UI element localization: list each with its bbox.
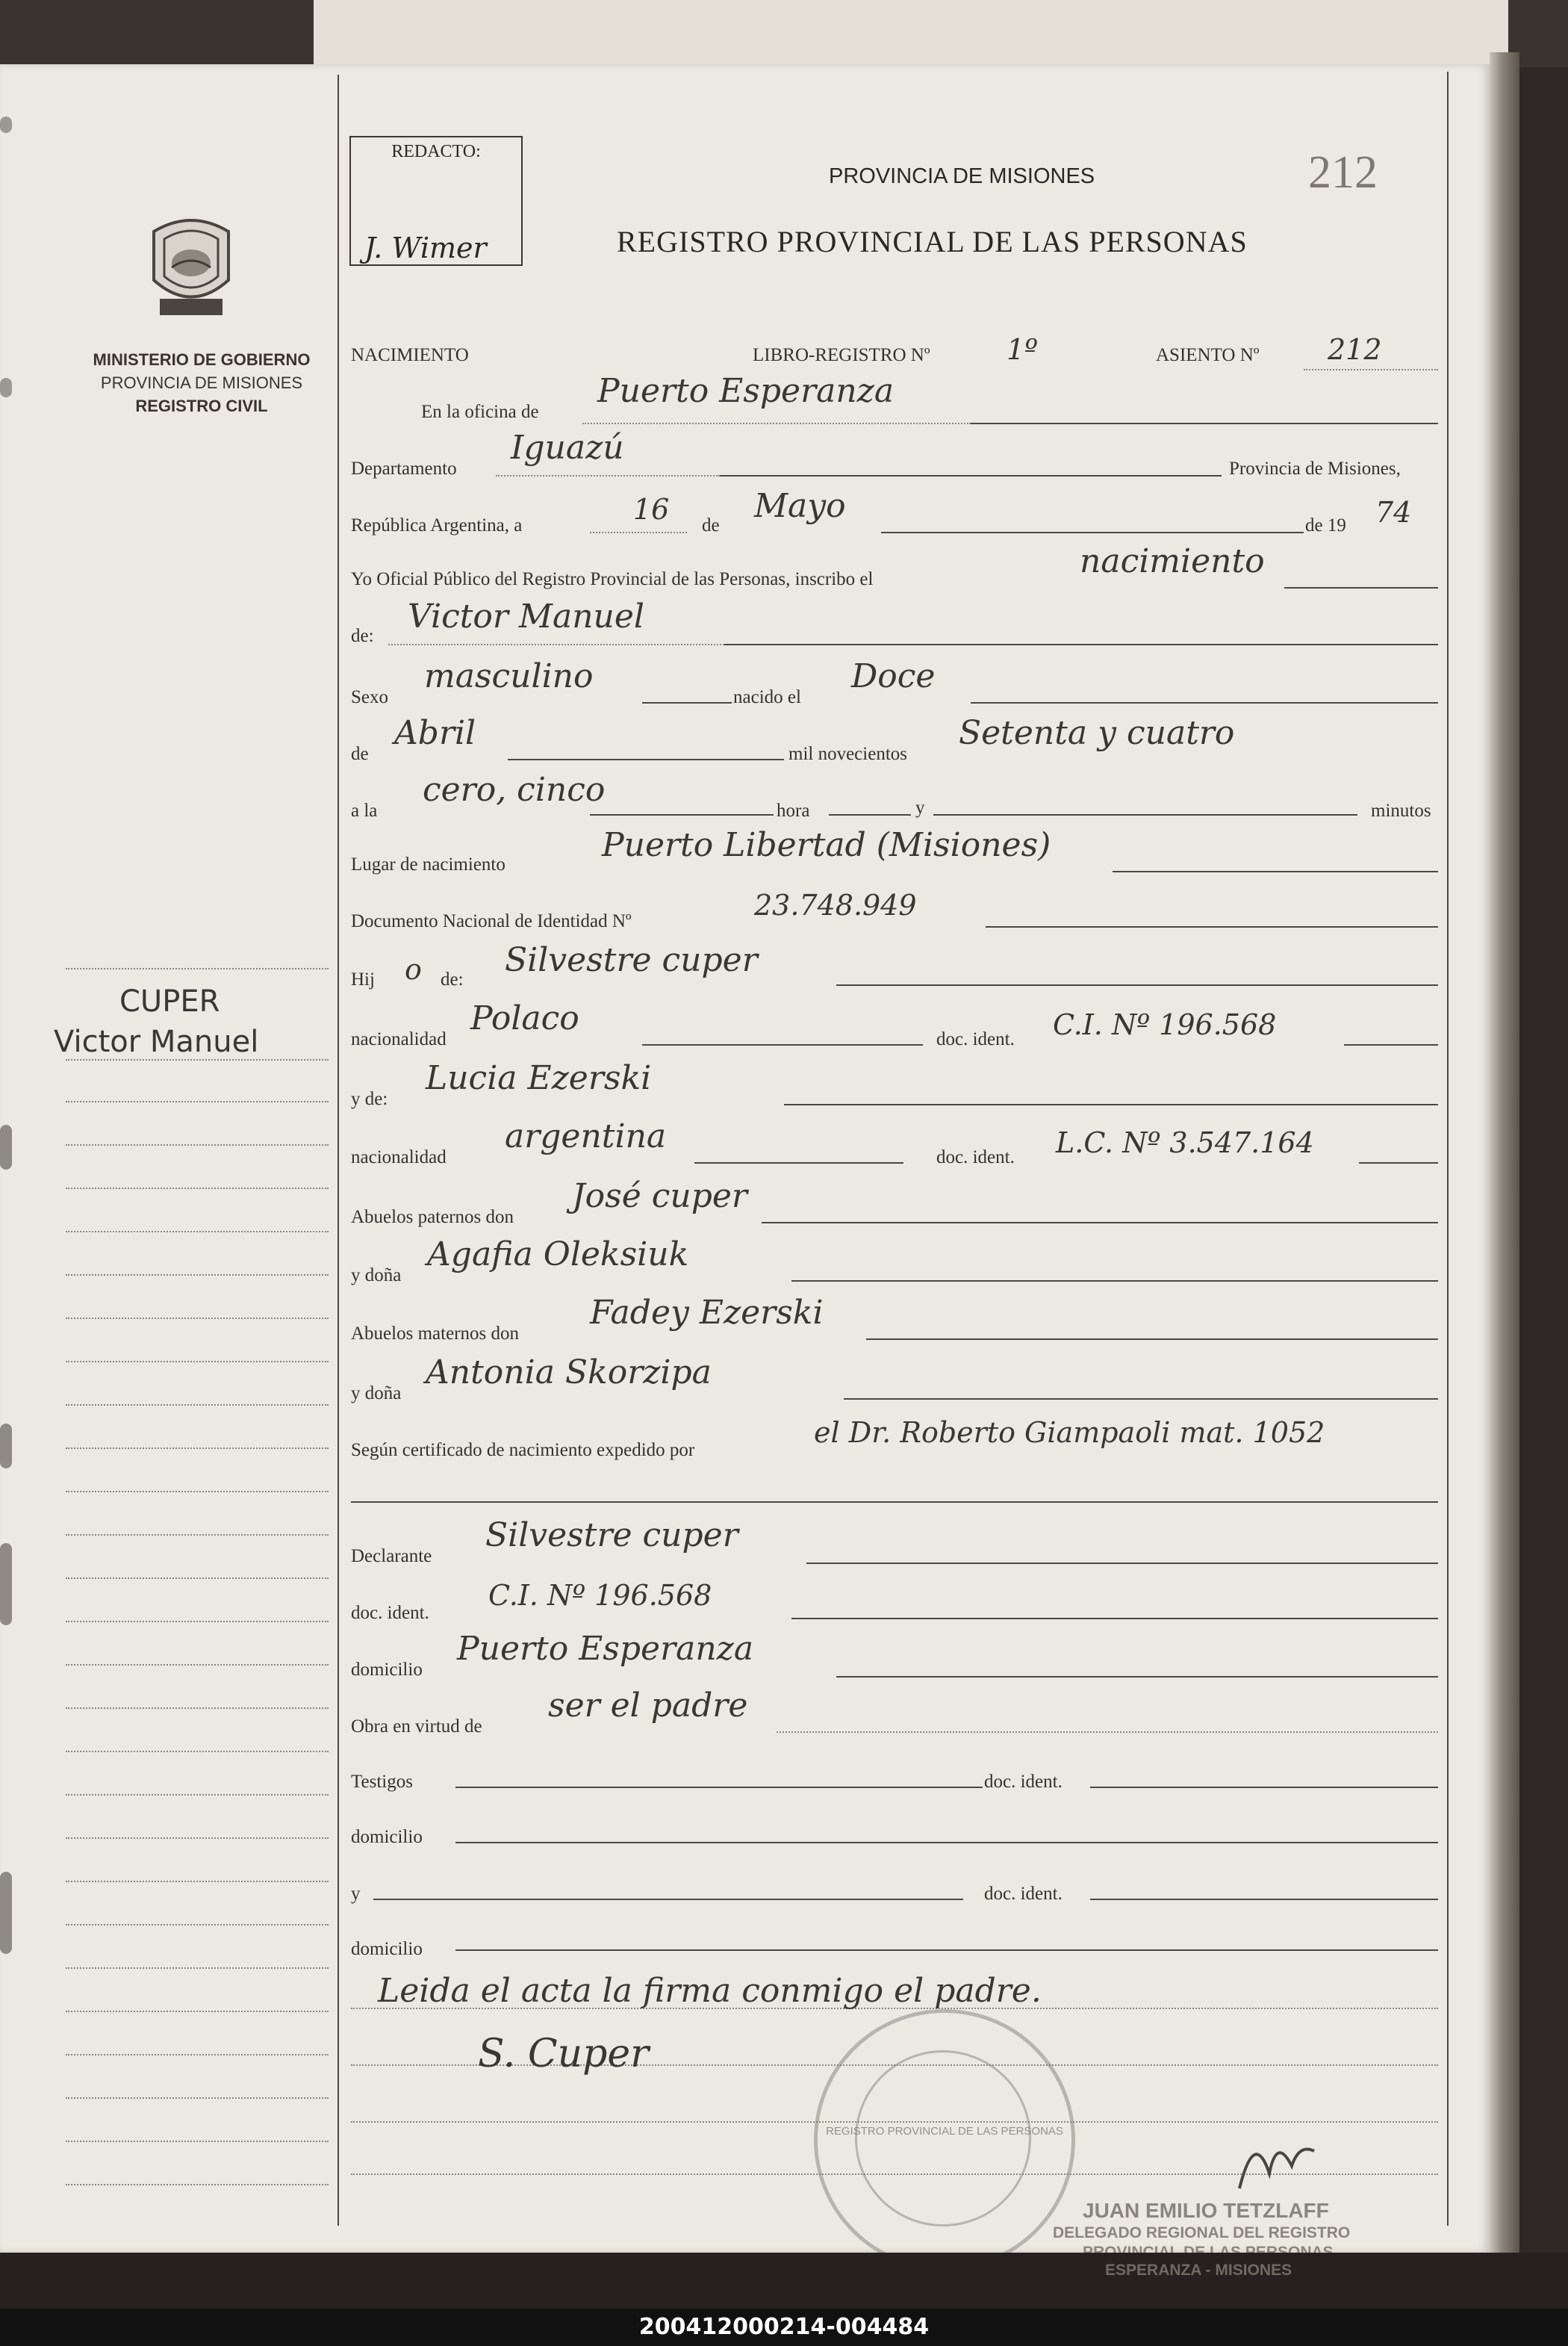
libro-label: LIBRO-REGISTRO Nº: [753, 345, 930, 365]
redacto-signature: J. Wimer: [364, 232, 487, 264]
doc1-value: C.I. Nº 196.568: [1053, 1008, 1277, 1041]
libro-value: 1º: [1007, 333, 1039, 366]
binding-hole: [0, 1543, 12, 1625]
hora-label: hora: [777, 801, 810, 821]
doc2-label: doc. ident.: [936, 1147, 1015, 1167]
oficial-label: Yo Oficial Público del Registro Provincial de las Personas, inscribo el: [351, 569, 874, 589]
hora-value: cero, cinco: [423, 771, 606, 809]
stamp-line: ESPERANZA - MISIONES: [1105, 2262, 1292, 2279]
y2-label: y: [351, 1884, 361, 1904]
departamento-label: Departamento: [351, 459, 457, 479]
margin-surname: CUPER: [119, 984, 220, 1019]
doc3-label: doc. ident.: [351, 1603, 429, 1623]
abm-value: Fadey Ezerski: [590, 1294, 824, 1332]
stamp-line: DELEGADO REGIONAL DEL REGISTRO: [1053, 2224, 1351, 2241]
closing-text: Leida el acta la firma conmigo el padre.: [378, 1972, 1042, 2010]
official-seal: [814, 2009, 1075, 2271]
abp2-value: Agafia Oleksiuk: [427, 1235, 689, 1273]
nac1-value: Polaco: [470, 999, 579, 1037]
abm-label: Abuelos maternos don: [351, 1323, 519, 1344]
image-id-caption: 200412000214-004484: [0, 2309, 1568, 2346]
de-label: de: [702, 515, 720, 536]
binding-hole: [0, 1125, 12, 1170]
record-type: NACIMIENTO: [351, 345, 469, 365]
ydona2-label: y doña: [351, 1383, 402, 1403]
ydona1-label: y doña: [351, 1265, 402, 1285]
madre-value: Lucia Ezerski: [426, 1059, 652, 1097]
mes-value: Mayo: [754, 487, 846, 525]
mil-label: mil novecientos: [788, 744, 907, 764]
oficina-value: Puerto Esperanza: [597, 372, 895, 410]
mes-nac-value: Abril: [394, 714, 476, 752]
nac2-label: nacionalidad: [351, 1147, 447, 1167]
dni-value: 23.748.949: [754, 889, 917, 922]
nacido-label: nacido el: [733, 687, 801, 707]
binding-hole: [0, 1424, 12, 1468]
domicilio3-label: domicilio: [351, 1939, 423, 1959]
nac1-label: nacionalidad: [351, 1029, 447, 1049]
registry-title: REGISTRO PROVINCIAL DE LAS PERSONAS: [617, 225, 1248, 258]
segun-value: el Dr. Roberto Giampaoli mat. 1052: [814, 1416, 1325, 1449]
anio-value: 74: [1375, 496, 1412, 529]
redacto-box: [349, 136, 523, 266]
abp-label: Abuelos paternos don: [351, 1207, 514, 1227]
redacto-label: REDACTO:: [391, 142, 481, 161]
book-page-edge: [1490, 52, 1519, 2253]
closing-signature: S. Cuper: [478, 2032, 650, 2076]
sexo-value: masculino: [424, 657, 594, 695]
doc3-value: C.I. Nº 196.568: [488, 1579, 712, 1612]
ministry-line: REGISTRO CIVIL: [135, 397, 268, 415]
dni-label: Documento Nacional de Identidad Nº: [351, 911, 632, 931]
yde-label: y de:: [351, 1089, 388, 1109]
ministry-line: PROVINCIA DE MISIONES: [100, 373, 303, 392]
provincial-emblem-icon: [139, 209, 243, 329]
anio-label: de 19: [1305, 515, 1346, 536]
oficina-label: En la oficina de: [421, 402, 539, 422]
de-nombre-label: de:: [351, 626, 374, 646]
margin-given-name: Victor Manuel: [54, 1025, 259, 1059]
dia-value: 16: [633, 493, 670, 526]
nacido-value: Doce: [851, 657, 936, 695]
binding-hole: [0, 117, 12, 133]
padre-value: Silvestre cuper: [505, 941, 758, 979]
doc2-value: L.C. Nº 3.547.164: [1056, 1126, 1314, 1159]
binding-hole: [0, 378, 12, 397]
declarante-value: Silvestre cuper: [485, 1516, 738, 1554]
republica-label: República Argentina, a: [351, 515, 523, 536]
next-page-edge: [314, 0, 1508, 67]
asiento-label: ASIENTO Nº: [1156, 345, 1260, 365]
nombre-value: Victor Manuel: [408, 598, 644, 636]
binding-hole: [0, 1872, 12, 1954]
domicilio-label: domicilio: [351, 1660, 423, 1680]
hijo-de-label: de:: [441, 969, 464, 990]
domicilio-value: Puerto Esperanza: [457, 1630, 754, 1668]
stamp-line: JUAN EMILIO TETZLAFF: [1083, 2199, 1329, 2222]
hijo-suffix: o: [405, 953, 422, 986]
page-number: 212: [1308, 147, 1378, 198]
declarante-label: Declarante: [351, 1546, 432, 1566]
provincia-label: Provincia de Misiones,: [1229, 459, 1401, 479]
oficial-value: nacimiento: [1080, 542, 1265, 580]
page-border-right: [1447, 72, 1449, 2226]
sexo-label: Sexo: [351, 687, 388, 707]
obra-label: Obra en virtud de: [351, 1716, 482, 1737]
doc4-label: doc. ident.: [984, 1772, 1063, 1792]
hijo-label: Hij: [351, 969, 375, 990]
segun-label: Según certificado de nacimiento expedido por: [351, 1440, 695, 1460]
departamento-value: Iguazú: [511, 429, 624, 467]
lugar-label: Lugar de nacimiento: [351, 854, 505, 875]
lugar-value: Puerto Libertad (Misiones): [602, 826, 1051, 864]
asiento-value: 212: [1328, 333, 1382, 366]
y-label: y: [915, 798, 925, 818]
testigos-label: Testigos: [351, 1772, 413, 1792]
page-border-left: [337, 75, 339, 2226]
doc5-label: doc. ident.: [984, 1884, 1063, 1904]
abm2-value: Antonia Skorzipa: [426, 1353, 712, 1391]
nac2-value: argentina: [505, 1117, 667, 1155]
seal-text: REGISTRO PROVINCIAL DE LAS PERSONAS: [826, 2125, 1063, 2138]
ministry-line: MINISTERIO DE GOBIERNO: [93, 350, 311, 369]
ala-label: a la: [351, 801, 378, 821]
de-mes-label: de: [351, 744, 369, 764]
anio-nac-value: Setenta y cuatro: [959, 714, 1235, 752]
province-heading: PROVINCIA DE MISIONES: [829, 164, 1095, 188]
domicilio2-label: domicilio: [351, 1827, 423, 1847]
delegate-signature: [1225, 2121, 1329, 2203]
obra-value: ser el padre: [548, 1686, 748, 1725]
minutos-label: minutos: [1371, 801, 1431, 821]
ministry-heading: [45, 348, 358, 418]
abp-value: José cuper: [572, 1177, 747, 1215]
doc1-label: doc. ident.: [936, 1029, 1015, 1049]
top-background: [0, 0, 1568, 67]
